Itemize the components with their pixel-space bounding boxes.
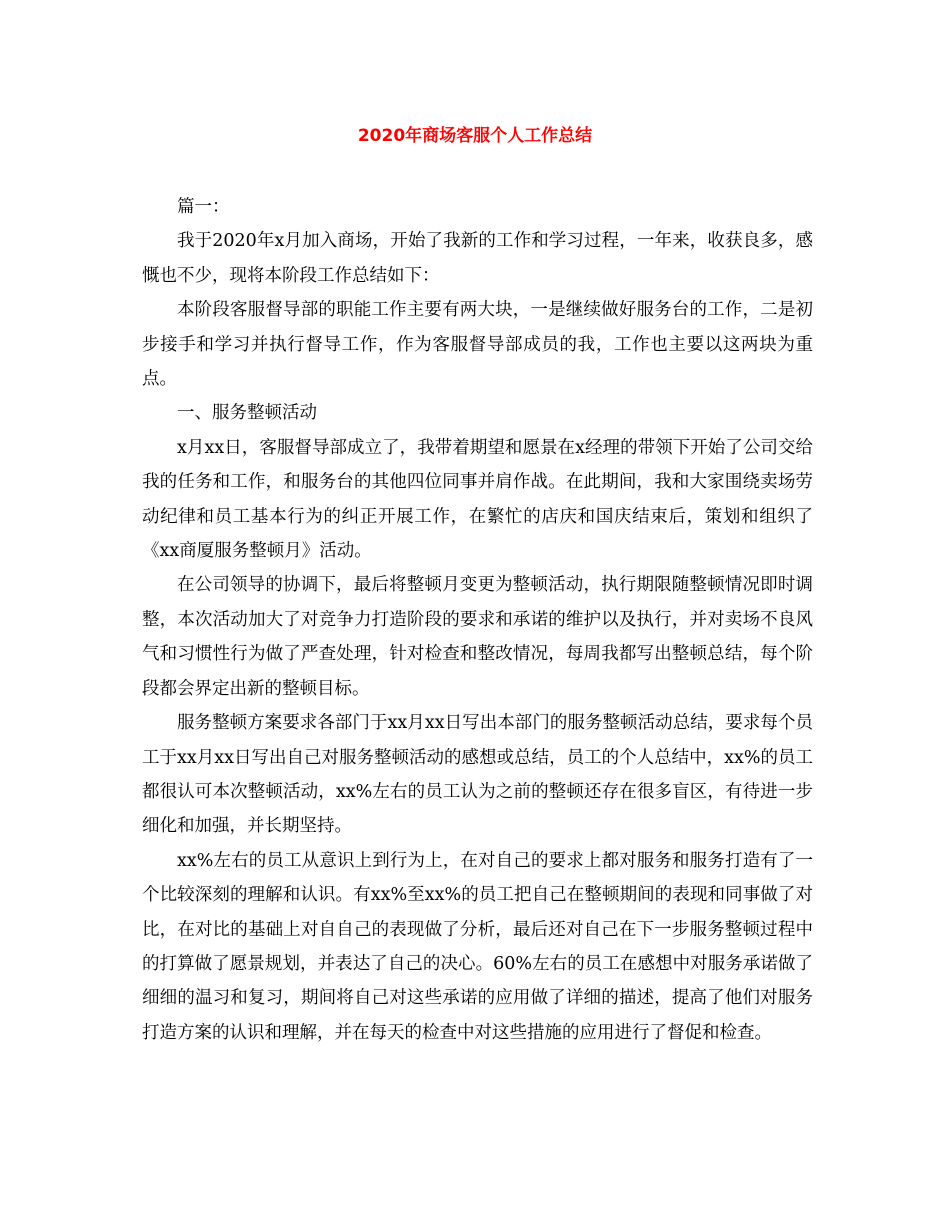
document-body bbox=[142, 190, 813, 1050]
paragraph-leadership-coordination: 在公司领导的协调下，最后将整顿月变更为整顿活动，执行期限随整顿情况即时调整，本次活动加大了对竞争力打造阶段的要求和承诺的维护以及执行，并对卖场不良风气和习惯性行为做了严查处理，针对检查和整改情况，每周我都写出整顿总结，每个阶段都会界定出新的整顿目标。 bbox=[142, 575, 813, 699]
paragraph-department-founding: x月xx日，客服督导部成立了，我带着期望和愿景在x经理的带领下开始了公司交给我的任务和工作，和服务台的其他四位同事并肩作战。在此期间，我和大家围绕卖场劳动纪律和员工基本行为的纠正开展工作，在繁忙的店庆和国庆结束后，策划和组织了《xx商厦服务整顿月》活动。 bbox=[142, 437, 813, 562]
document-title: 2020年商场客服个人工作总结 bbox=[357, 126, 593, 146]
paragraph-section-label: 篇一： bbox=[177, 197, 230, 217]
paragraph-intro: 我于2020年x月加入商场，开始了我新的工作和学习过程，一年来，收获良多，感慨也不少，现将本阶段工作总结如下： bbox=[142, 231, 813, 286]
paragraph-heading-service-rectification: 一、服务整顿活动 bbox=[177, 403, 317, 424]
paragraph-duties: 本阶段客服督导部的职能工作主要有两大块，一是继续做好服务台的工作，二是初步接手和学习并执行督导工作，作为客服督导部成员的我，工作也主要以这两块为重点。 bbox=[142, 300, 813, 390]
paragraph-rectification-plan: 服务整顿方案要求各部门于xx月xx日写出本部门的服务整顿活动总结，要求每个员工于xx月xx日写出自己对服务整顿活动的感想或总结，员工的个人总结中，xx%的员工都很认可本次整顿活动，xx%左右的员工认为之前的整顿还存在很多盲区，有待进一步细化和加强，并长期坚持。 bbox=[142, 713, 813, 837]
paragraph-employee-feedback: xx%左右的员工从意识上到行为上，在对自己的要求上都对服务和服务打造有了一个比较深刻的理解和认识。有xx%至xx%的员工把自己在整顿期间的表现和同事做了对比，在对比的基础上对自自己的表现做了分析，最后还对自己在下一步服务整顿过程中的打算做了愿景规划，并表达了自己的决心。60%左右的员工在感想中对服务承诺做了细细的温习和复习，期间将自己对这些承诺的应用做了详细的描述，提高了他们对服务打造方案的认识和理解，并在每天的检查中对这些措施的应用进行了督促和检查。 bbox=[142, 850, 813, 1043]
